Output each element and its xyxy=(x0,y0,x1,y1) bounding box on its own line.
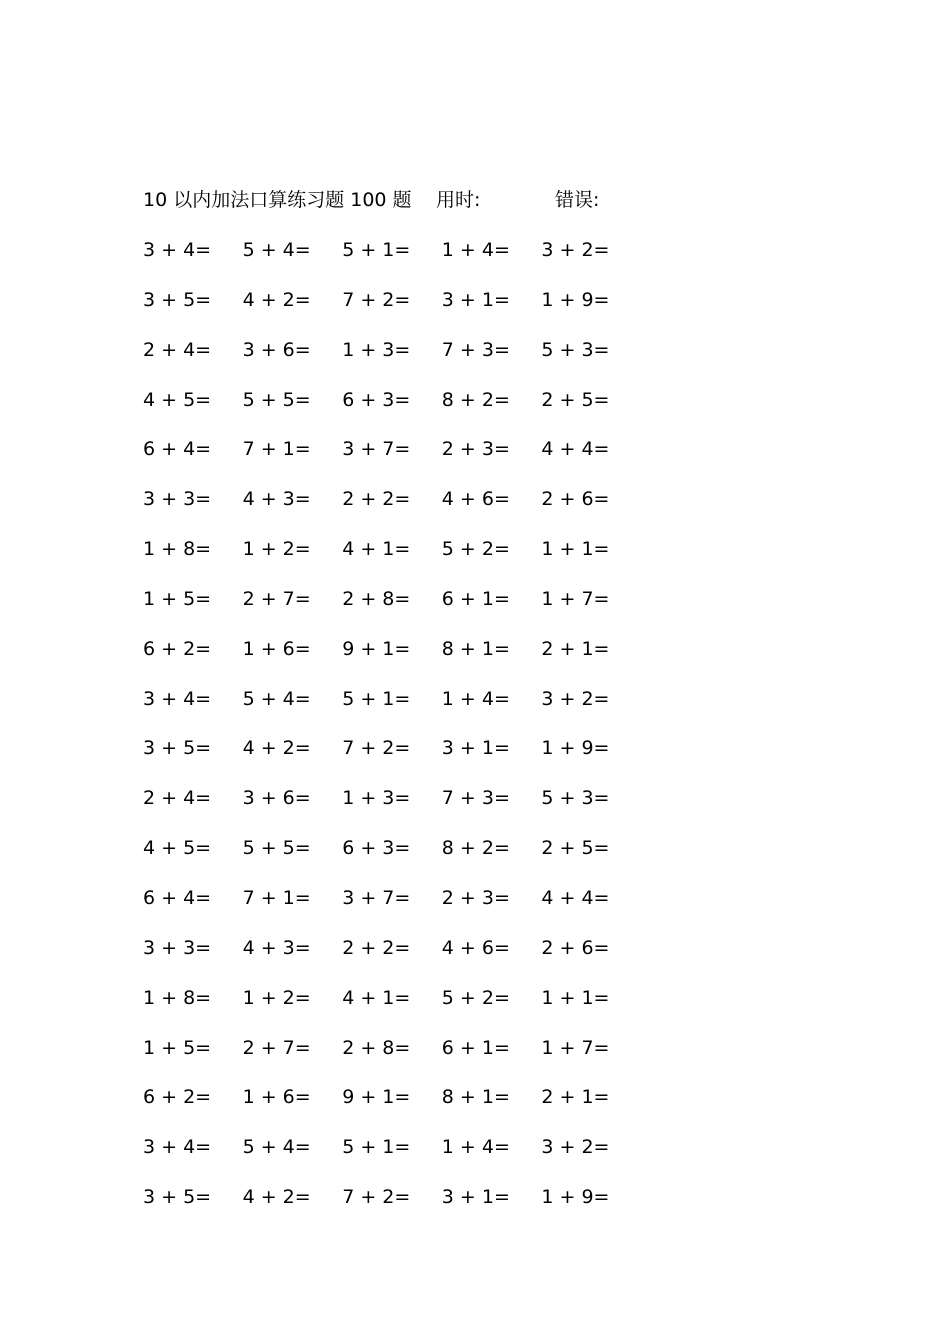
addition-problem: 4 + 4= xyxy=(541,438,610,461)
addition-problem: 4 + 6= xyxy=(441,488,510,511)
addition-problem: 5 + 3= xyxy=(541,787,610,810)
addition-problem: 2 + 2= xyxy=(342,936,411,959)
addition-problem: 8 + 1= xyxy=(441,637,510,660)
addition-problem: 1 + 8= xyxy=(143,538,212,561)
addition-problem: 7 + 1= xyxy=(242,438,311,461)
problem-row xyxy=(143,834,663,884)
addition-problem: 3 + 7= xyxy=(342,886,411,909)
addition-problem: 2 + 3= xyxy=(441,886,510,909)
addition-problem: 4 + 5= xyxy=(143,388,212,411)
addition-problem: 3 + 4= xyxy=(143,1136,212,1159)
addition-problem: 1 + 5= xyxy=(143,587,212,610)
addition-problem: 5 + 5= xyxy=(242,837,311,860)
addition-problem: 1 + 4= xyxy=(441,1136,510,1159)
problem-row xyxy=(143,1034,663,1084)
addition-problem: 1 + 9= xyxy=(541,1186,610,1209)
problem-row xyxy=(143,386,663,436)
problem-row xyxy=(143,236,663,286)
addition-problem: 1 + 4= xyxy=(441,239,510,261)
addition-problem: 5 + 3= xyxy=(541,338,610,361)
problem-row xyxy=(143,884,663,934)
problem-row xyxy=(143,336,663,386)
addition-problem: 5 + 4= xyxy=(242,239,311,261)
problem-row xyxy=(143,585,663,635)
addition-problem: 5 + 2= xyxy=(441,986,510,1009)
addition-problem: 1 + 7= xyxy=(541,1036,610,1059)
addition-problem: 6 + 4= xyxy=(143,438,212,461)
addition-problem: 1 + 2= xyxy=(242,538,311,561)
addition-problem: 5 + 4= xyxy=(242,1136,311,1159)
addition-problem: 3 + 5= xyxy=(143,1186,212,1209)
addition-problem: 1 + 3= xyxy=(342,787,411,810)
problem-row xyxy=(143,1133,663,1183)
addition-problem: 4 + 2= xyxy=(242,1186,311,1209)
addition-problem: 4 + 3= xyxy=(242,936,311,959)
addition-problem: 2 + 6= xyxy=(541,488,610,511)
worksheet-title: 10 以内加法口算练习题 100 题 xyxy=(143,189,412,211)
addition-problem: 3 + 2= xyxy=(541,687,610,710)
addition-problem: 4 + 6= xyxy=(441,936,510,959)
addition-problem: 3 + 4= xyxy=(143,239,212,261)
problem-row xyxy=(143,734,663,784)
addition-problem: 3 + 3= xyxy=(143,488,212,511)
addition-problem: 5 + 2= xyxy=(441,538,510,561)
addition-problem: 6 + 1= xyxy=(441,587,510,610)
problem-row xyxy=(143,286,663,336)
addition-problem: 1 + 6= xyxy=(242,1086,311,1109)
addition-problem: 3 + 7= xyxy=(342,438,411,461)
addition-problem: 2 + 8= xyxy=(342,1036,411,1059)
addition-problem: 3 + 3= xyxy=(143,936,212,959)
addition-problem: 2 + 3= xyxy=(441,438,510,461)
addition-problem: 7 + 2= xyxy=(342,1186,411,1209)
addition-problem: 4 + 1= xyxy=(342,538,411,561)
addition-problem: 1 + 5= xyxy=(143,1036,212,1059)
problem-row xyxy=(143,984,663,1034)
addition-problem: 2 + 1= xyxy=(541,637,610,660)
addition-problem: 2 + 7= xyxy=(242,587,311,610)
addition-problem: 6 + 1= xyxy=(441,1036,510,1059)
addition-problem: 3 + 6= xyxy=(242,787,311,810)
addition-problem: 8 + 2= xyxy=(441,837,510,860)
addition-problem: 5 + 1= xyxy=(342,239,411,261)
addition-problem: 5 + 1= xyxy=(342,1136,411,1159)
addition-problem: 5 + 5= xyxy=(242,388,311,411)
addition-problem: 2 + 8= xyxy=(342,587,411,610)
addition-problem: 2 + 4= xyxy=(143,338,212,361)
problem-row xyxy=(143,485,663,535)
addition-problem: 4 + 1= xyxy=(342,986,411,1009)
problem-row xyxy=(143,635,663,685)
addition-problem: 4 + 2= xyxy=(242,288,311,311)
addition-problem: 6 + 3= xyxy=(342,388,411,411)
addition-problem: 3 + 2= xyxy=(541,1136,610,1159)
problem-row xyxy=(143,685,663,735)
addition-problem: 6 + 3= xyxy=(342,837,411,860)
addition-problem: 4 + 5= xyxy=(143,837,212,860)
addition-problem: 7 + 3= xyxy=(441,787,510,810)
problem-row xyxy=(143,784,663,834)
addition-problem: 4 + 3= xyxy=(242,488,311,511)
addition-problem: 1 + 6= xyxy=(242,637,311,660)
error-count-label: 错误: xyxy=(555,189,600,211)
addition-problem: 2 + 1= xyxy=(541,1086,610,1109)
addition-problem: 3 + 1= xyxy=(441,737,510,760)
addition-problem: 2 + 5= xyxy=(541,388,610,411)
addition-problem: 3 + 1= xyxy=(441,288,510,311)
addition-problem: 1 + 1= xyxy=(541,986,610,1009)
addition-problem: 8 + 1= xyxy=(441,1086,510,1109)
addition-problem: 1 + 2= xyxy=(242,986,311,1009)
addition-problem: 1 + 1= xyxy=(541,538,610,561)
addition-problem: 1 + 8= xyxy=(143,986,212,1009)
problem-row xyxy=(143,934,663,984)
problem-row xyxy=(143,535,663,585)
addition-problem: 8 + 2= xyxy=(441,388,510,411)
addition-problem: 7 + 3= xyxy=(441,338,510,361)
addition-problem: 2 + 7= xyxy=(242,1036,311,1059)
addition-problem: 2 + 5= xyxy=(541,837,610,860)
addition-problem: 3 + 1= xyxy=(441,1186,510,1209)
addition-problem: 3 + 5= xyxy=(143,737,212,760)
addition-problem: 1 + 4= xyxy=(441,687,510,710)
time-used-label: 用时: xyxy=(436,189,481,211)
addition-problem: 6 + 2= xyxy=(143,1086,212,1109)
addition-problem: 4 + 4= xyxy=(541,886,610,909)
addition-problem: 1 + 7= xyxy=(541,587,610,610)
problem-row xyxy=(143,435,663,485)
addition-problem: 5 + 1= xyxy=(342,687,411,710)
addition-problem: 1 + 9= xyxy=(541,288,610,311)
addition-problem: 3 + 5= xyxy=(143,288,212,311)
addition-problem: 5 + 4= xyxy=(242,687,311,710)
addition-problem: 2 + 2= xyxy=(342,488,411,511)
addition-problem: 3 + 4= xyxy=(143,687,212,710)
addition-problem: 1 + 9= xyxy=(541,737,610,760)
addition-problem: 6 + 2= xyxy=(143,637,212,660)
addition-problem: 3 + 2= xyxy=(541,239,610,261)
addition-problem: 9 + 1= xyxy=(342,637,411,660)
addition-problem: 3 + 6= xyxy=(242,338,311,361)
addition-problem: 7 + 2= xyxy=(342,288,411,311)
addition-problem: 6 + 4= xyxy=(143,886,212,909)
addition-problem: 2 + 4= xyxy=(143,787,212,810)
problem-row xyxy=(143,1083,663,1133)
addition-problem: 2 + 6= xyxy=(541,936,610,959)
problem-grid xyxy=(143,236,663,1233)
problem-row xyxy=(143,1183,663,1233)
addition-problem: 1 + 3= xyxy=(342,338,411,361)
addition-problem: 9 + 1= xyxy=(342,1086,411,1109)
addition-problem: 7 + 2= xyxy=(342,737,411,760)
addition-problem: 7 + 1= xyxy=(242,886,311,909)
addition-problem: 4 + 2= xyxy=(242,737,311,760)
